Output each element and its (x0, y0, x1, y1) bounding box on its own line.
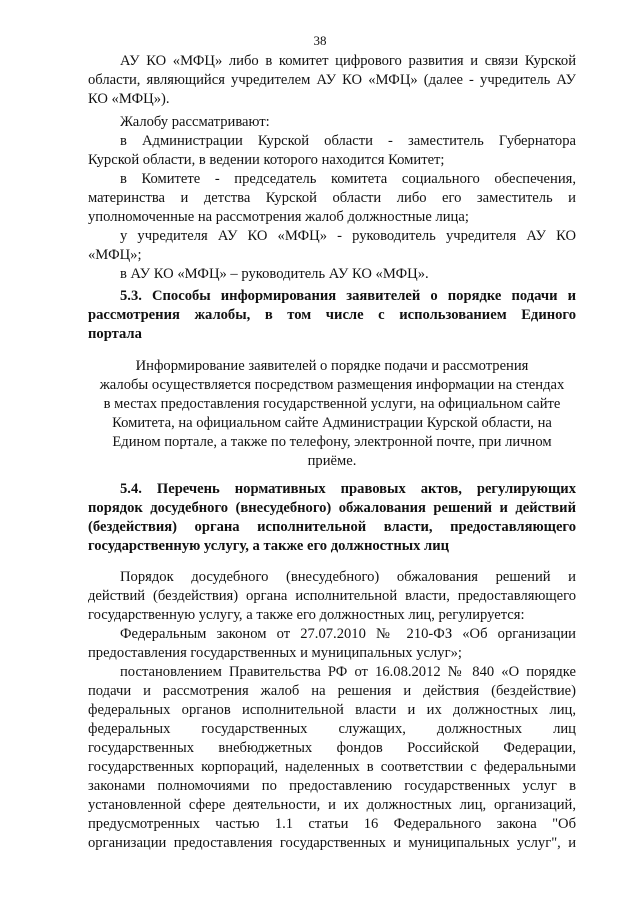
list-item-line: у учредителя АУ КО «МФЦ» - руководитель учредителя АУ КО (120, 228, 576, 244)
list-item-line: в АУ КО «МФЦ» – руководитель АУ КО «МФЦ». (120, 266, 429, 282)
intro-paragraph (88, 52, 576, 109)
page-number: 38 (313, 33, 327, 48)
section-5-3-heading (88, 287, 576, 344)
text-line: Информирование заявителей о порядке подачи и рассмотрения (135, 358, 529, 374)
heading-line: рассмотрения жалобы, в том числе с использованием Единого (88, 307, 576, 323)
text-line: Едином портале, а также по телефону, электронной почте, при личном (112, 434, 552, 450)
text-line: установленной сфере деятельности, и их должностных лиц, организаций, (88, 797, 576, 813)
list-item-line: в Комитете - председатель комитета социального обеспечения, (120, 171, 576, 187)
text-line: Федеральным законом от 27.07.2010 № 210-ФЗ «Об организации (120, 626, 576, 642)
text-line: подачи и рассмотрения жалоб на решения и действия (бездействие) (88, 683, 576, 699)
section-5-4-heading (88, 480, 576, 556)
text-line: КО «МФЦ»). (88, 91, 170, 107)
text-line: федеральных органов исполнительной власти и их должностных лиц, (88, 702, 576, 718)
text-line: жалобы осуществляется посредством размещения информации на стендах (99, 377, 565, 393)
text-line: области, являющийся учредителем АУ КО «МФЦ» (далее - учредитель АУ (88, 72, 576, 88)
text-line: законами полномочиями по предоставлению государственных услуг в (88, 778, 576, 794)
federal-law-item (88, 625, 576, 663)
text-line: предусмотренных частью 1.1 статьи 16 Федерального закона "Об (88, 816, 576, 832)
list-item-line: уполномоченные на рассмотрения жалоб должностные лица; (88, 209, 469, 225)
heading-line: государственную услугу, а также его должностных лиц (88, 538, 450, 554)
text-line: предоставления государственных и муниципальных услуг»; (88, 645, 462, 661)
text-line: государственных корпораций, наделенных в соответствии с федеральными (88, 759, 576, 775)
section-5-3-text (88, 357, 576, 471)
list-item-line: материнства и детства Курской области либо его заместитель и (88, 190, 576, 206)
text-line: АУ КО «МФЦ» либо в комитет цифрового развития и связи Курской (120, 53, 576, 69)
text-line: приёме. (307, 453, 357, 469)
text-line: действий (бездействия) органа исполнительной власти, предоставляющего (88, 588, 576, 604)
text-line: государственную услугу, а также его должностных лиц, регулируется: (88, 607, 525, 623)
government-decree-item (88, 663, 576, 853)
text-line: организации предоставления государственных и муниципальных услуг", и (88, 835, 576, 851)
heading-line: (бездействия) органа исполнительной власти, предоставляющего (88, 519, 576, 535)
complaint-intro: Жалобу рассматривают: (120, 114, 270, 130)
section-5-4-intro (88, 568, 576, 625)
text-line: федеральных государственных служащих, должностных лиц (88, 721, 576, 737)
text-line: в местах предоставления государственной услуги, на официальном сайте (103, 396, 561, 412)
list-item-line: в Администрации Курской области - заместитель Губернатора (120, 133, 576, 149)
heading-line: порядок досудебного (внесудебного) обжалования решений и действий (88, 500, 576, 516)
heading-line: 5.4. Перечень нормативных правовых актов, регулирующих (120, 481, 576, 497)
text-line: государственных внебюджетных фондов Российской Федерации, (88, 740, 576, 756)
list-item-line: Курской области, в ведении которого находится Комитет; (88, 152, 445, 168)
list-item-line: «МФЦ»; (88, 247, 142, 263)
text-line: Порядок досудебного (внесудебного) обжалования решений и (120, 569, 576, 585)
heading-line: 5.3. Способы информирования заявителей о порядке подачи и (120, 288, 576, 304)
text-line: Комитета, на официальном сайте Администрации Курской области, на (112, 415, 552, 431)
text-line: постановлением Правительства РФ от 16.08.2012 № 840 «О порядке (120, 664, 576, 680)
complaint-reviewers (88, 113, 576, 284)
heading-line: портала (88, 326, 142, 342)
